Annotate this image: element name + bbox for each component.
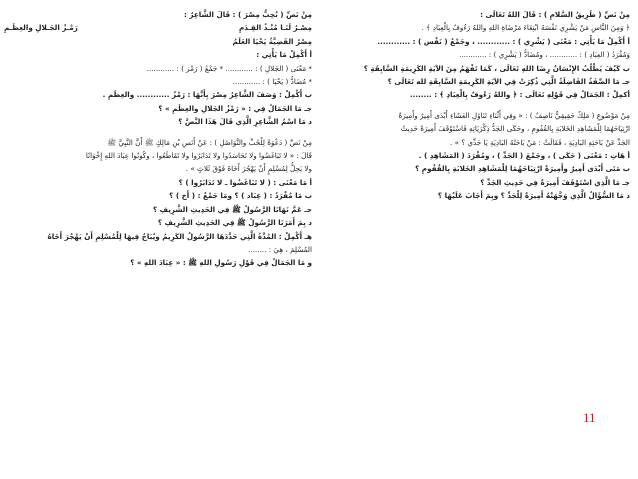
- spacer: [322, 102, 630, 109]
- text-line: الجَدِّ عَنْ بَاحَتِهِ البَادِيَةِ ، فَقَالَتْ : مَنْ بَاحَتُهُ البَادِيَةِ يَا جَدِّي ؟ » .: [450, 137, 630, 147]
- poem-verse: [4, 35, 312, 48]
- question-line: جـ مَا الجَمَالُ فِي : « رَمْزُ الجَلالِ والعِظَمِ » ؟: [158, 103, 312, 113]
- spacer: [4, 129, 312, 136]
- question-line: د بِمَ أَمَرَنَا الرَّسُولُ ﷺ فِي الحَدِيثِ الشَّرِيفِ ؟: [157, 218, 312, 228]
- question-line: أ هَاتِ : مَعْنَى ( حَكَى ) ، وجَمْعَ ( الجَدِّ ) ، ومُفْرَدَ ( المَشَاهِدِ ) .: [418, 151, 630, 161]
- text-line: وَمُفْرَدُ ( العِبَادِ ) : ............ ، ومُضَادُّ ( يَشْرِي ) : ............: [459, 50, 630, 60]
- question-line: ب كَيْفَ يَطْلُبُ الإِنْسَانُ رِضَا اللهِ تَعَالَى ، كَمَا تَفْهَمُ مِنَ الآيَةِ الكَرِيمَةِ السَّابِقَةِ ؟: [363, 63, 630, 73]
- question-line: د مَا السُّؤَالُ الَّذِي وَجَّهَتْهُ أَمِيرَةٌ لِلْجَدِّ ؟ وبِمَ أَجَابَ عَلَيْهَا ؟: [437, 191, 630, 201]
- text-line: المُسْلِمَ ، هِيَ : ........: [248, 244, 312, 254]
- poem-hemistich: رَمْـزُ الجَـلالِ والعِظَـمِ: [4, 23, 78, 33]
- text-line: مِنْ نَصِّ ( دَعْوَةٌ لِلْحُبِّ والتَّوَاصُلِ ) : عَنْ أَنَسِ بْنِ مَالِكٍ ﷺ أَنَّ النَّبِيَّ ﷺ: [107, 137, 312, 147]
- question-line: ب أَكْمِلْ : وَصَفَ الشَّاعِرُ مِصْرَ بِأَنَّهَا : رَمْزُ ............ والعِظَمِ .: [102, 90, 312, 100]
- question-line: أ أَكْمِلْ مَا يَأْتِي : مَعْنَى ( يَشْرِي ) : ............ ، وجَمْعُ ( نَفْس ) : ............: [377, 36, 630, 46]
- question-line: جـ عَمَّ نَهَانَا الرَّسُولُ ﷺ فِي الحَدِيثِ الشَّرِيفِ ؟: [152, 204, 312, 214]
- text-line: ارْتِيَاحَهُمَا لِلْمَشَاهِدِ الخَلابَةِ بِالقُفُومِ ، وحَكَى الجَدُّ ذِكْرَيَاتِهِ فَاسْتَوْقَفَ أَمِيرَةٌ حَدِيثُ: [400, 124, 630, 134]
- left-page: [4, 8, 312, 428]
- text-line: ﴿ وَمِنَ النَّاسِ مَنْ يَشْرِي نَفْسَهُ ابْتِغَاءَ مَرْضَاةِ اللهِ واللهُ رَءُوفٌ بِالْعِبَادِ ﴾ .: [421, 23, 630, 33]
- text-line: * مُضَادُّ ( يَحْيَا ) : ............: [232, 77, 312, 87]
- question-line: أ أَكْمِلْ مَا يَأْتِي :: [256, 50, 312, 60]
- question-line: هـ أَكْمِلْ : المُدَّةُ الَّتِي حَدَّدَهَا الرَّسُولُ الكَرِيمُ ويُبَاحُ فِيهَا لِلْمُسْلِمِ أَنْ يَهْجُرَ أَخَاهُ: [47, 231, 312, 241]
- text-line: مِنْ نَصِّ ( طَرِيقُ السَّلامِ ) : قَالَ اللهُ تَعَالَى :: [480, 10, 630, 19]
- question-line: د مَا اسْمُ الشَّاعِرِ الَّذِي قَالَ هَذَا النَّصَّ ؟: [178, 117, 312, 127]
- text-line: * مَعْنَى ( الجَلالِ ) : ............ * جَمْعُ ( رَمْز ) : ............: [146, 63, 312, 73]
- question-line: جـ مَا الصِّفَةُ الفَاضِلَةُ الَّتِي ذُكِرَتْ فِي الآيَةِ الكَرِيمَةِ السَّابِقَةِ لله تَعَالَى ؟: [387, 77, 630, 87]
- question-line: أ مَا مَعْنَى : ( لا تَبَاغَضُوا ـ لا تَدَابَرُوا ) ؟: [178, 177, 312, 187]
- question-line: ب مَتَى أَبْدَى أَمِيرٌ وأَمِيرَةٌ ارْتِيَاحَهُمَا لِلْمَشَاهِدِ الخَلابَةِ بِالقُفُومِ ؟: [415, 164, 630, 174]
- text-line: مِنْ نَصِّ ( نُحِبُّ مِصْرَ ) : قَالَ الشَّاعِرُ :: [184, 10, 312, 19]
- question-line: و مَا الجَمَالُ فِي قَوْلِ رَسُولِ اللهِ ﷺ : « عِبَادَ اللهِ » ؟: [130, 258, 312, 268]
- poem-hemistich: مِصْـرُ لَنَـا مُنْـذُ القِـدَمِ: [239, 23, 312, 33]
- right-page: [322, 8, 630, 428]
- page-number: 11: [583, 410, 596, 425]
- poem-hemistich: مِصْرُ الفَضِيَّةُ يَحْيَا العَلَمُ: [232, 36, 312, 46]
- text-line: مِنْ مَوْضُوعِ ( مَلِكٌ حَقِيقِيٌّ نَاصِفٌ ) : « وفِي أَثْنَاءِ تَنَاوُلِ العَشَاءِ أَبْدَى أَمِيرٌ وأَمِيرَةٌ: [398, 110, 630, 120]
- question-line: ب مَا مُفْرَدُ : ( عِبَاد ) ؟ ومَا جَمْعُ : ( أَخ ) ؟: [169, 191, 312, 201]
- text-line: قَالَ : « لا تَبَاغَضُوا ولا تَحَاسَدُوا ولا تَدَابَرُوا ولا تَقَاطَعُوا ، وكُونُوا عِبَادَ اللهِ إِخْوَانًا: [85, 151, 312, 161]
- text-line: ولا يَحِلُّ لِمُسْلِمٍ أَنْ يَهْجُرَ أَخَاهُ فَوْقَ ثَلاثٍ » .: [185, 164, 312, 174]
- question-line: أكمِلْ : الجَمَالُ فِي قَوْلِهِ تَعَالَى : ﴿ واللهُ رَءُوفٌ بِالْعِبَادِ ﴾ : ........: [409, 90, 630, 100]
- question-line: جـ مَا الَّذِي اسْتَوْقَفَ أَمِيرَةٌ فِي حَدِيثِ الجَدِّ ؟: [480, 177, 630, 187]
- poem-verse: [4, 21, 312, 34]
